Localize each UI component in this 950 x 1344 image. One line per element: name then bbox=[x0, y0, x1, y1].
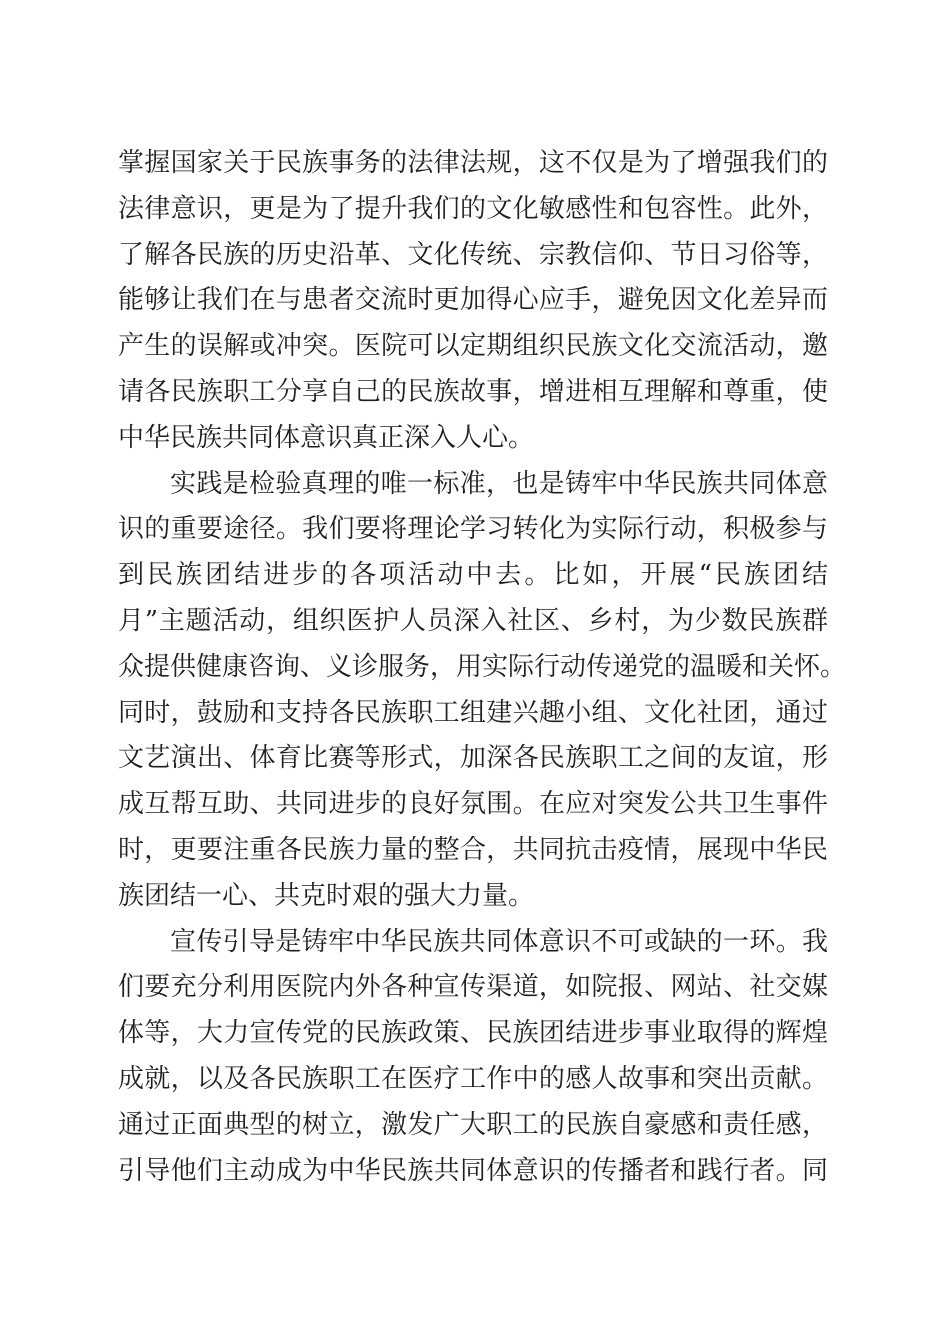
text-line: 到民族团结进步的各项活动中去。比如，开展“民族团结 bbox=[118, 560, 828, 591]
text-line: 月”主题活动，组织医护人员深入社区、乡村，为少数民族群 bbox=[118, 605, 828, 636]
text-line: 产生的误解或冲突。医院可以定期组织民族文化交流活动，邀 bbox=[118, 331, 828, 362]
text-line: 族团结一心、共克时艰的强大力量。 bbox=[118, 880, 535, 911]
paragraph-2 bbox=[118, 462, 847, 920]
text-line: 请各民族职工分享自己的民族故事，增进相互理解和尊重，使 bbox=[118, 376, 828, 407]
text-line: 成互帮互助、共同进步的良好氛围。在应对突发公共卫生事件 bbox=[118, 789, 828, 820]
text-line: 宣传引导是铸牢中华民族共同体意识不可或缺的一环。我 bbox=[170, 926, 828, 957]
text-line: 识的重要途径。我们要将理论学习转化为实际行动，积极参与 bbox=[118, 514, 828, 545]
text-line: 体等，大力宣传党的民族政策、民族团结进步事业取得的辉煌 bbox=[118, 1018, 828, 1049]
text-line: 引导他们主动成为中华民族共同体意识的传播者和践行者。同 bbox=[118, 1155, 828, 1186]
text-line: 时，更要注重各民族力量的整合，共同抗击疫情，展现中华民 bbox=[118, 834, 828, 865]
text-line: 中华民族共同体意识真正深入人心。 bbox=[118, 422, 535, 453]
text-line: 能够让我们在与患者交流时更加得心应手，避免因文化差异而 bbox=[118, 285, 828, 316]
text-line: 法律意识，更是为了提升我们的文化敏感性和包容性。此外， bbox=[118, 193, 828, 224]
text-line: 了解各民族的历史沿革、文化传统、宗教信仰、节日习俗等， bbox=[118, 239, 828, 270]
paragraph-3 bbox=[118, 920, 828, 1195]
text-line: 众提供健康咨询、义诊服务，用实际行动传递党的温暖和关怀。 bbox=[118, 651, 847, 682]
text-line: 同时，鼓励和支持各民族职工组建兴趣小组、文化社团，通过 bbox=[118, 697, 828, 728]
text-line: 通过正面典型的树立，激发广大职工的民族自豪感和责任感， bbox=[118, 1109, 828, 1140]
document-body bbox=[118, 141, 847, 1194]
paragraph-1 bbox=[118, 141, 828, 462]
text-line: 掌握国家关于民族事务的法律法规，这不仅是为了增强我们的 bbox=[118, 148, 828, 178]
text-line: 文艺演出、体育比赛等形式，加深各民族职工之间的友谊，形 bbox=[118, 743, 828, 774]
text-line: 们要充分利用医院内外各种宣传渠道，如院报、网站、社交媒 bbox=[118, 972, 828, 1003]
text-line: 实践是检验真理的唯一标准，也是铸牢中华民族共同体意 bbox=[170, 468, 828, 499]
text-line: 成就，以及各民族职工在医疗工作中的感人故事和突出贡献。 bbox=[118, 1063, 828, 1094]
